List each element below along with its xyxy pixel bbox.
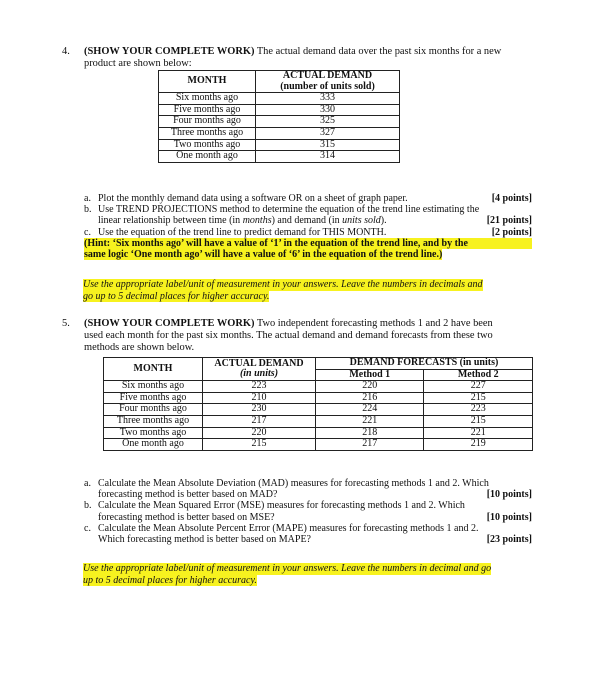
q5-col-month: MONTH <box>104 358 203 381</box>
table-cell-month: Three months ago <box>159 127 256 139</box>
q5-col-forecasts: DEMAND FORECASTS (in units) <box>316 358 533 370</box>
table-cell-actual: 220 <box>203 427 316 439</box>
table-row <box>159 139 400 151</box>
table-cell-actual: 210 <box>203 392 316 404</box>
q5-col-method1: Method 1 <box>316 369 424 381</box>
table-cell-month: Two months ago <box>104 427 203 439</box>
q5-item-a: a. Calculate the Mean Absolute Deviation (MAD) measures for forecasting methods 1 and 2. Which forecasting method is better based on MAD? [10 points] <box>84 478 532 501</box>
table-row <box>159 116 400 128</box>
table-cell-demand: 314 <box>256 151 400 163</box>
table-cell-month: Five months ago <box>104 392 203 404</box>
table-cell-demand: 333 <box>256 93 400 105</box>
table-cell-month: Two months ago <box>159 139 256 151</box>
table-cell-month: Three months ago <box>104 415 203 427</box>
table-cell-month: Four months ago <box>159 116 256 128</box>
q5-forecast-table <box>103 357 533 451</box>
q4-demand-table <box>158 70 400 163</box>
table-cell-actual: 223 <box>203 381 316 393</box>
table-row <box>104 427 533 439</box>
q5-b-points: [10 points] <box>486 511 532 523</box>
table-cell-demand: 327 <box>256 127 400 139</box>
q4-item-c: c. Use the equation of the trend line to predict demand for THIS MONTH. [2 points] <box>84 226 532 238</box>
table-cell-actual: 217 <box>203 415 316 427</box>
table-cell-m2: 215 <box>424 392 533 404</box>
table-cell-m2: 227 <box>424 381 533 393</box>
table-cell-m2: 221 <box>424 427 533 439</box>
table-cell-month: Four months ago <box>104 404 203 416</box>
q5-a-points: [10 points] <box>486 489 532 501</box>
table-row <box>104 381 533 393</box>
table-cell-m1: 216 <box>316 392 424 404</box>
q5-number: 5. <box>62 318 70 329</box>
q4-item-a: a. Plot the monthly demand data using a software OR on a sheet of graph paper. [4 points] <box>84 193 532 204</box>
table-cell-month: Six months ago <box>104 381 203 393</box>
table-row <box>159 93 400 105</box>
q4-a-points: [4 points] <box>491 193 532 204</box>
table-cell-demand: 315 <box>256 139 400 151</box>
q5-items <box>74 478 532 545</box>
table-row <box>104 392 533 404</box>
q5-c-points: [23 points] <box>486 534 532 545</box>
q4-b-points: [21 points] <box>486 215 532 227</box>
table-cell-demand: 325 <box>256 116 400 128</box>
q5-intro-line3: methods are shown below. <box>84 342 195 353</box>
table-cell-m2: 223 <box>424 404 533 416</box>
table-cell-demand: 330 <box>256 104 400 116</box>
table-cell-m2: 219 <box>424 439 533 451</box>
q5-item-c: c. Calculate the Mean Absolute Percent Error (MAPE) measures for forecasting methods 1 and 2. Which forecasting method is better based on MAPE? [23 points] <box>84 522 532 546</box>
table-cell-m1: 217 <box>316 439 424 451</box>
table-cell-m1: 221 <box>316 415 424 427</box>
table-row <box>104 415 533 427</box>
q4-col-demand: ACTUAL DEMAND (number of units sold) <box>256 71 400 93</box>
q4-items <box>74 193 532 260</box>
table-row <box>159 127 400 139</box>
table-row <box>159 104 400 116</box>
q4-show-work: (SHOW YOUR COMPLETE WORK) <box>84 46 255 57</box>
table-cell-month: Five months ago <box>159 104 256 116</box>
q5-note: Use the appropriate label/unit of measurement in your answers. Leave the numbers in decimal and go up to 5 decimal places for higher accuracy. <box>83 563 492 586</box>
q4-note: Use the appropriate label/unit of measurement in your answers. Leave the numbers in decimals and go up to 5 decimal places for higher accuracy. <box>83 279 483 302</box>
table-row <box>104 404 533 416</box>
table-cell-actual: 230 <box>203 404 316 416</box>
q5-show-work: (SHOW YOUR COMPLETE WORK) <box>84 318 255 329</box>
q5-col-method2: Method 2 <box>424 369 533 381</box>
q5-col-actual: ACTUAL DEMAND (in units) <box>203 358 316 381</box>
q4-number: 4. <box>62 46 70 57</box>
q4-intro-line2: product are shown below: <box>84 58 192 69</box>
table-cell-m1: 218 <box>316 427 424 439</box>
table-row <box>159 151 400 163</box>
table-cell-m1: 224 <box>316 404 424 416</box>
q4-col-month: MONTH <box>159 71 256 93</box>
q5-item-b: b. Calculate the Mean Squared Error (MSE) measures for forecasting methods 1 and 2. Which forecasting method is better based on MSE? [10 points] <box>84 500 532 523</box>
table-cell-m2: 215 <box>424 415 533 427</box>
table-cell-month: One month ago <box>104 439 203 451</box>
table-cell-actual: 215 <box>203 439 316 451</box>
q5-intro-line2: used each month for the past six months. The actual demand and demand forecasts from these two <box>84 330 493 341</box>
q4-intro-line1: The actual demand data over the past six months for a new <box>256 46 502 57</box>
q5-intro-line1: Two independent forecasting methods 1 and 2 have been <box>256 318 493 329</box>
table-cell-m1: 220 <box>316 381 424 393</box>
q4-c-points: [2 points] <box>491 226 532 238</box>
q4-hint: (Hint: ‘Six months ago’ will have a value of ‘1’ in the equation of the trend line, and by the same logic ‘One month ago’ will have a value of ‘6’ in the equation of the trend line.) <box>74 238 532 260</box>
q4-item-b: b. Use TREND PROJECTIONS method to determine the equation of the trend line estimating the linear relationship between time (in months) and demand (in units sold). [21 points] <box>84 204 532 227</box>
table-row <box>104 439 533 451</box>
table-cell-month: Six months ago <box>159 93 256 105</box>
table-cell-month: One month ago <box>159 151 256 163</box>
